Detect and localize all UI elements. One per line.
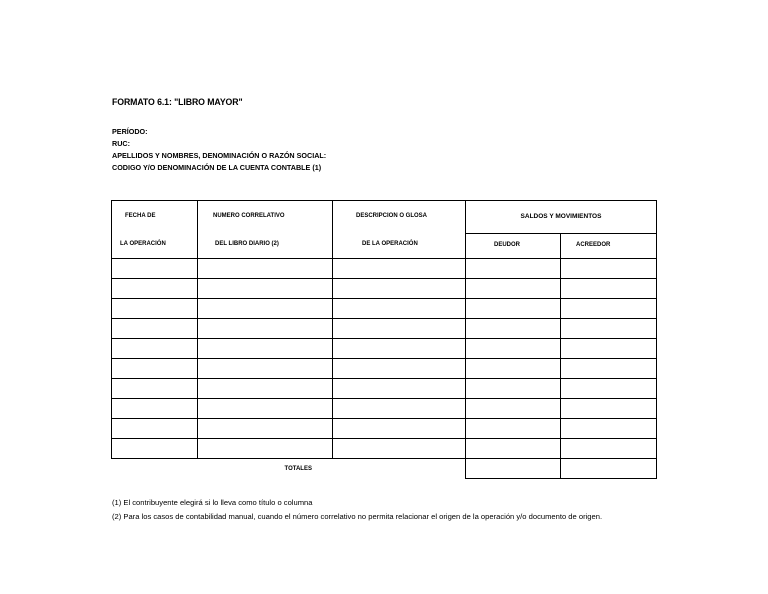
table-cell <box>198 259 333 279</box>
total-deudor-cell <box>466 459 561 479</box>
table-cell <box>112 339 198 359</box>
table-cell <box>466 399 561 419</box>
header-numero <box>198 201 333 259</box>
header-numero-bottom: DEL LIBRO DIARIO (2) <box>215 241 279 247</box>
table-cell <box>112 319 198 339</box>
table-cell <box>466 379 561 399</box>
table-row <box>112 359 657 379</box>
table-cell <box>333 259 466 279</box>
table-cell <box>466 359 561 379</box>
header-acreedor-label: ACREEDOR <box>576 241 611 248</box>
total-acreedor-cell <box>561 459 657 479</box>
header-deudor <box>466 233 561 258</box>
table-cell <box>561 279 657 299</box>
header-saldos: SALDOS Y MOVIMIENTOS <box>466 201 657 234</box>
table-cell <box>333 419 466 439</box>
header-fecha-bottom: LA OPERACIÓN <box>120 241 166 247</box>
table-cell <box>198 319 333 339</box>
header-descripcion-top: DESCRIPCION O GLOSA <box>356 213 428 219</box>
table-cell <box>112 359 198 379</box>
table-row <box>112 439 657 459</box>
field-periodo: PERÍODO: <box>112 127 148 136</box>
table-cell <box>333 339 466 359</box>
table-cell <box>112 379 198 399</box>
table-cell <box>112 439 198 459</box>
table-cell <box>198 279 333 299</box>
table-row <box>112 399 657 419</box>
table-cell <box>333 299 466 319</box>
footnote-1: (1) El contribuyente elegirá si lo lleva como título o columna <box>112 498 313 507</box>
table-cell <box>112 299 198 319</box>
table-cell <box>561 339 657 359</box>
table-cell <box>198 399 333 419</box>
table-row <box>112 419 657 439</box>
header-acreedor <box>561 233 657 258</box>
table-cell <box>466 439 561 459</box>
table-cell <box>561 379 657 399</box>
table-row <box>112 259 657 279</box>
table-row <box>112 279 657 299</box>
header-fecha <box>112 201 198 259</box>
table-cell <box>466 339 561 359</box>
totals-row <box>112 459 657 479</box>
table-cell <box>112 279 198 299</box>
table-cell <box>561 259 657 279</box>
table-row <box>112 319 657 339</box>
table-cell <box>333 379 466 399</box>
table-cell <box>333 359 466 379</box>
table-cell <box>198 359 333 379</box>
table-cell <box>333 319 466 339</box>
table-cell <box>333 439 466 459</box>
field-ruc: RUC: <box>112 139 130 148</box>
table-cell <box>466 319 561 339</box>
table-cell <box>198 299 333 319</box>
table-cell <box>466 259 561 279</box>
footnote-2: (2) Para los casos de contabilidad manual, cuando el número correlativo no permita relacionar el origen de la operación y/o documento de origen. <box>112 512 603 521</box>
table-cell <box>561 299 657 319</box>
header-descripcion-bottom: DE LA OPERACIÓN <box>362 241 418 247</box>
ledger-table <box>111 200 657 479</box>
table-cell <box>561 319 657 339</box>
table-cell <box>112 259 198 279</box>
document-title: FORMATO 6.1: "LIBRO MAYOR" <box>112 97 243 108</box>
table-cell <box>561 439 657 459</box>
table-cell <box>561 359 657 379</box>
table-cell <box>198 439 333 459</box>
table-cell <box>561 399 657 419</box>
table-cell <box>466 299 561 319</box>
table-cell <box>333 399 466 419</box>
table-cell <box>198 419 333 439</box>
totals-label: TOTALES <box>284 465 312 472</box>
table-cell <box>333 279 466 299</box>
table-header-row <box>112 201 657 234</box>
table-cell <box>466 279 561 299</box>
field-nombres: APELLIDOS Y NOMBRES, DENOMINACIÓN O RAZÓN SOCIAL: <box>112 151 327 160</box>
table-row <box>112 379 657 399</box>
table-cell <box>466 419 561 439</box>
header-numero-top: NUMERO CORRELATIVO <box>213 213 285 219</box>
table-row <box>112 299 657 319</box>
table-cell <box>112 399 198 419</box>
header-fecha-top: FECHA DE <box>125 213 156 219</box>
table-cell <box>112 419 198 439</box>
table-cell <box>198 379 333 399</box>
table-cell <box>198 339 333 359</box>
table-row <box>112 339 657 359</box>
table-cell <box>561 419 657 439</box>
field-cuenta: CODIGO Y/O DENOMINACIÓN DE LA CUENTA CONTABLE (1) <box>112 163 322 172</box>
header-deudor-label: DEUDOR <box>494 241 521 248</box>
header-descripcion <box>333 201 466 259</box>
